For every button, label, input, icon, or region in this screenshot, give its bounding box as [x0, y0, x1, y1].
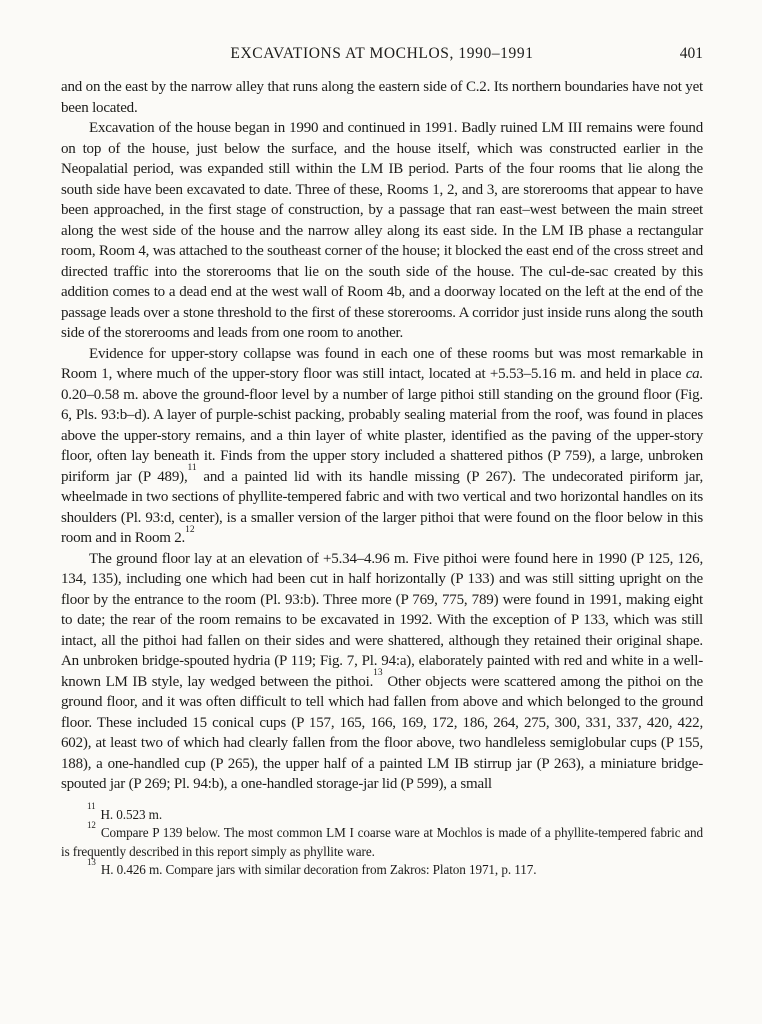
footnotes-section [61, 801, 703, 880]
footnote [61, 801, 703, 825]
footnote-number: 11 [87, 801, 96, 812]
footnote [61, 819, 703, 861]
footnote-ref: 12 [185, 524, 195, 535]
text-segment: and on the east by the narrow alley that runs along the eastern side of C.2. Its northern boundaries have not yet been located. [61, 79, 703, 116]
text-segment: and a painted lid with its handle missing (P 267). The undecorated piriform jar, wheelmade in two sections of phyllite-tempered fabric and with two vertical and two horizontal handles on its shoulders (Pl. 93:d, center), is a smaller version of the larger pithoi that were found on the floor below in this room and in Room 2. [61, 468, 703, 546]
body-text [61, 77, 703, 795]
footnote-ref: 11 [187, 463, 197, 473]
footnote-text: H. 0.523 m. [100, 806, 163, 822]
text-segment: Other objects were scattered among the pithoi on the ground floor, and it was often difficult to tell which had fallen from above and which belonged to the ground floor. These included 15 conical cups (P 157, 165, 166, 169, 172, 186, 264, 275, 300, 331, 337, 420, 422, 602), at least two of which had clearly fallen from the floor above, two handleless semiglobular cups (P 155, 188), a one-handled cup (P 265), the upper half of a painted LM IB stirrup jar (P 263), a miniature bridge-spouted jar (P 269; Pl. 94:b), a one-handled storage-jar lid (P 599), a small [61, 673, 703, 792]
footnote [61, 856, 703, 880]
text-segment: Evidence for upper-story collapse was found in each one of these rooms but was most remarkable in Room 1, where much of the upper-story floor was still intact, located at +5.53–5.16 m. and held in place [61, 345, 703, 382]
footnote-ref: 13 [373, 668, 383, 678]
footnote-text: Compare P 139 below. The most common LM I coarse ware at Mochlos is made of a phyllite-tempered fabric and is frequently described in this report simply as phyllite ware. [61, 825, 703, 859]
paragraph [61, 549, 703, 795]
page-number: 401 [679, 45, 703, 62]
paragraph [61, 118, 703, 344]
footnote-text: H. 0.426 m. Compare jars with similar decoration from Zakros: Platon 1971, p. 117. [100, 862, 537, 877]
text-segment: Excavation of the house began in 1990 and continued in 1991. Badly ruined LM III remains were found on top of the house, just below the surface, and the house itself, which was constructed earlier in the Neopalatial period, was expanded still within the LM IB period. Parts of the four rooms that lie along the south side have been excavated to date. Three of these, Rooms 1, 2, and 3, are storerooms that appear to have been approached, in the first stage of construction, by a passage that ran east–west between the main street along the west side of the house and the narrow alley along its east side. In the LM IB phase a rectangular room, Room 4, was attached to the southeast corner of the house; it blocked the east end of the cross street and directed traffic into the storerooms that lie on the south side of the house. The cul-de-sac created by this addition comes to a dead end at the west wall of Room 4b, and a doorway located on the left at the end of the passage leads over a stone threshold to the first of these storerooms. A corridor just inside runs along the south side of the storerooms and leads from one room to another. [61, 120, 703, 341]
footnote-number: 13 [87, 856, 96, 867]
paragraph [61, 344, 703, 549]
text-segment: The ground floor lay at an elevation of +5.34–4.96 m. Five pithoi were found here in 1990 (P 125, 126, 134, 135), including one which had been cut in half horizontally (P 133) and was still sitting upright on the floor by the entrance to the room (Pl. 93:b). Three more (P 769, 775, 789) were found in 1991, making eight to date; the rear of the room remains to be excavated in 1992. With the exception of P 133, which was still intact, all the pithoi had fallen on their sides and were shattered, although they retained their original shape. An unbroken bridge-spouted hydria (P 119; Fig. 7, Pl. 94:a), elaborately painted with red and white in a well-known LM IB style, lay wedged between the pithoi. [61, 550, 703, 690]
footnote-number: 12 [87, 819, 96, 830]
running-title: EXCAVATIONS AT MOCHLOS, 1990–1991 [230, 45, 534, 62]
text-segment: 0.20–0.58 m. above the ground-floor level by a number of large pithoi still standing on the ground floor (Fig. 6, Pls. 93:b–d). A layer of purple-schist packing, probably sealing material from the roof, was found in places above the upper-story remains, and a thin layer of white plaster, identified as the paving of the upper-story floor, often lay beneath it. Finds from the upper story included a shattered pithos (P 759), a large, unbroken piriform jar (P 489), [61, 386, 703, 485]
paragraph [61, 77, 703, 118]
italic-abbreviation: ca. [685, 366, 703, 382]
page-header [61, 44, 703, 64]
